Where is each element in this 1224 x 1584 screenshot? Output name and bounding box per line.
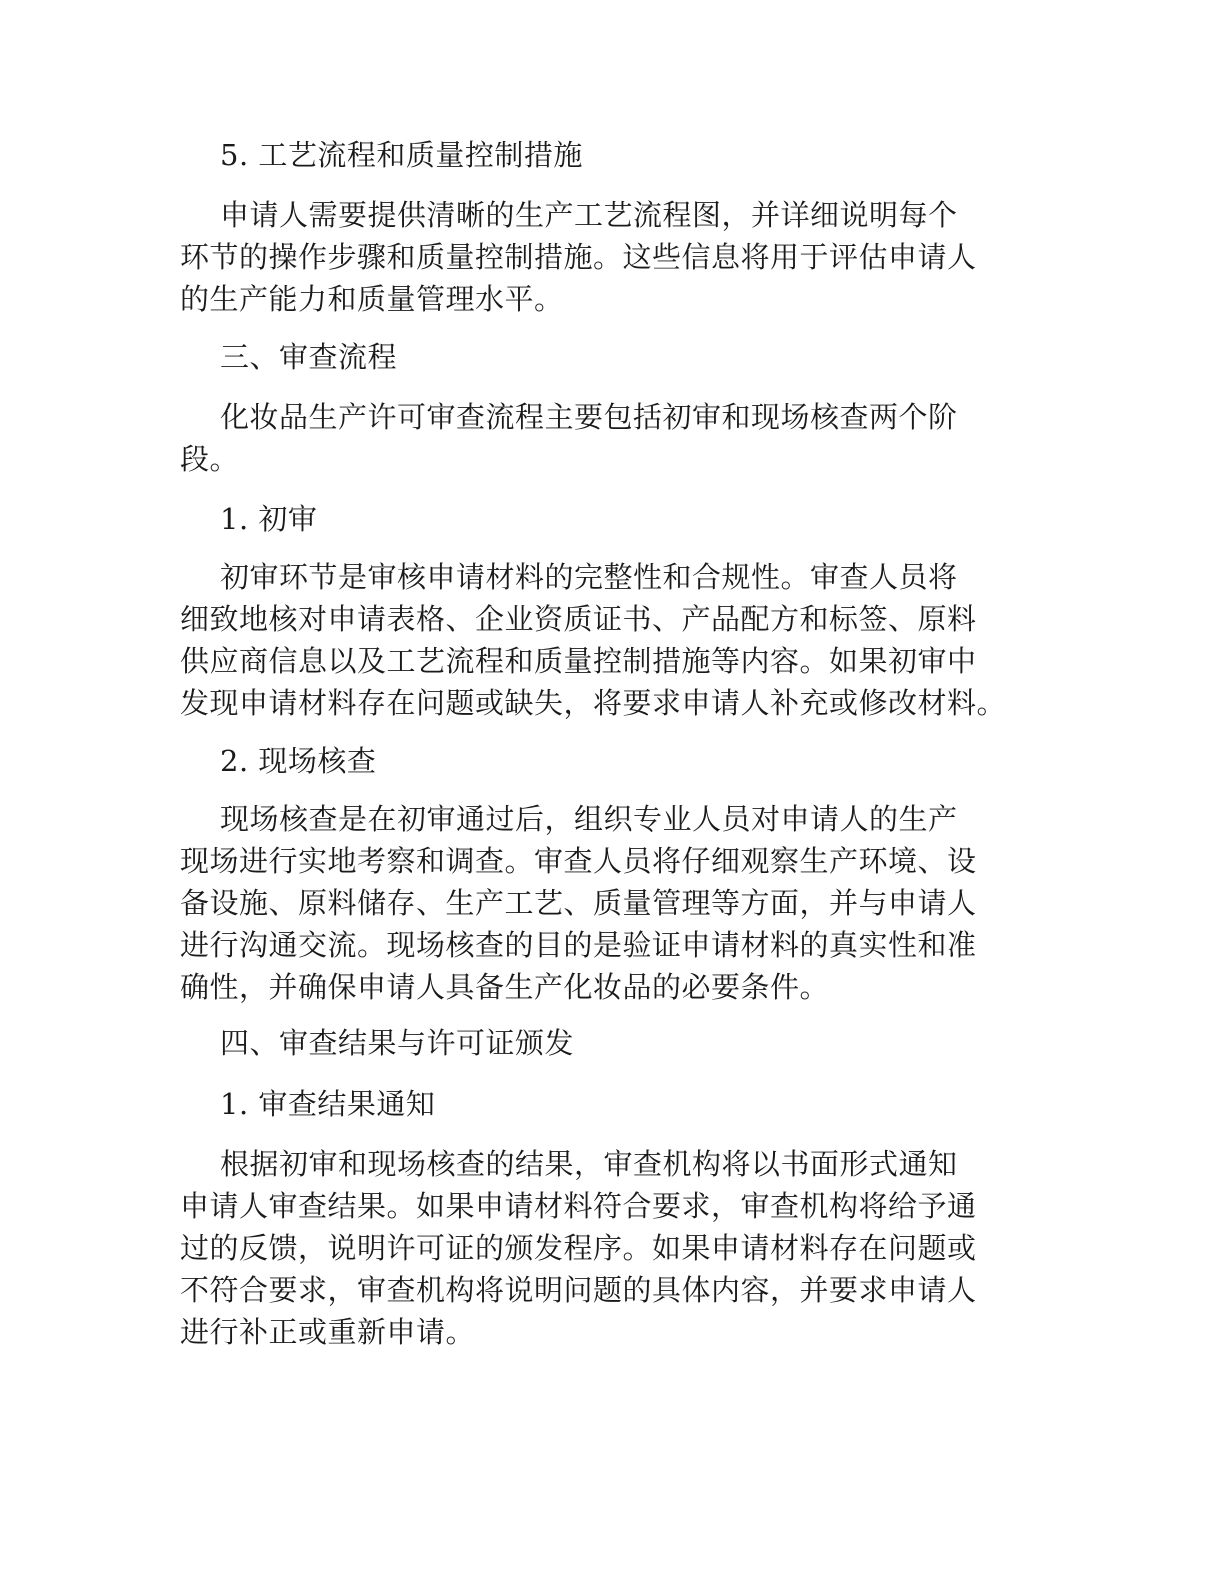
heading-result-notice (180, 1083, 1040, 1125)
paragraph-line: 的生产能力和质量管理水平。 (180, 282, 564, 316)
heading-text: 5. 工艺流程和质量控制措施 (220, 138, 583, 172)
paragraph-line: 申请人需要提供清晰的生产工艺流程图，并详细说明每个 (220, 198, 958, 232)
paragraph-line: 发现申请材料存在问题或缺失，将要求申请人补充或修改材料。 (180, 686, 1007, 720)
paragraph-line: 细致地核对申请表格、企业资质证书、产品配方和标签、原料 (180, 602, 977, 636)
paragraph-line: 进行沟通交流。现场核查的目的是验证申请材料的真实性和准 (180, 928, 977, 962)
heading-preliminary-review (180, 498, 1040, 540)
paragraph-line: 现场核查是在初审通过后，组织专业人员对申请人的生产 (220, 802, 958, 836)
heading-text: 四、审查结果与许可证颁发 (220, 1026, 575, 1060)
paragraph-line: 确性，并确保申请人具备生产化妆品的必要条件。 (180, 970, 830, 1004)
paragraph-line: 供应商信息以及工艺流程和质量控制措施等内容。如果初审中 (180, 644, 977, 678)
paragraph-line: 过的反馈，说明许可证的颁发程序。如果申请材料存在问题或 (180, 1231, 977, 1265)
paragraph-review-intro (180, 396, 1040, 480)
paragraph-line: 环节的操作步骤和质量控制措施。这些信息将用于评估申请人 (180, 240, 977, 274)
section-heading-review-process (180, 336, 1040, 378)
heading-text: 1. 初审 (220, 502, 318, 536)
heading-process-quality (180, 134, 1040, 176)
paragraph-line: 申请人审查结果。如果申请材料符合要求，审查机构将给予通 (180, 1189, 977, 1223)
paragraph-line: 段。 (180, 442, 240, 476)
heading-onsite-inspection (180, 740, 1040, 782)
heading-text: 2. 现场核查 (220, 744, 377, 778)
paragraph-line: 根据初审和现场核查的结果，审查机构将以书面形式通知 (220, 1147, 958, 1181)
paragraph-process (180, 194, 1040, 320)
paragraph-line: 现场进行实地考察和调查。审查人员将仔细观察生产环境、设 (180, 844, 977, 878)
heading-text: 1. 审查结果通知 (220, 1087, 436, 1121)
paragraph-line: 不符合要求，审查机构将说明问题的具体内容，并要求申请人 (180, 1273, 977, 1307)
heading-text: 三、审查流程 (220, 340, 398, 374)
paragraph-line: 化妆品生产许可审查流程主要包括初审和现场核查两个阶 (220, 400, 958, 434)
paragraph-line: 初审环节是审核申请材料的完整性和合规性。审查人员将 (220, 560, 958, 594)
paragraph-onsite-inspection (180, 798, 1040, 1008)
paragraph-result-notice (180, 1143, 1040, 1353)
paragraph-line: 备设施、原料储存、生产工艺、质量管理等方面，并与申请人 (180, 886, 977, 920)
section-heading-results-license (180, 1022, 1040, 1064)
paragraph-line: 进行补正或重新申请。 (180, 1315, 476, 1349)
paragraph-preliminary-review (180, 556, 1040, 724)
